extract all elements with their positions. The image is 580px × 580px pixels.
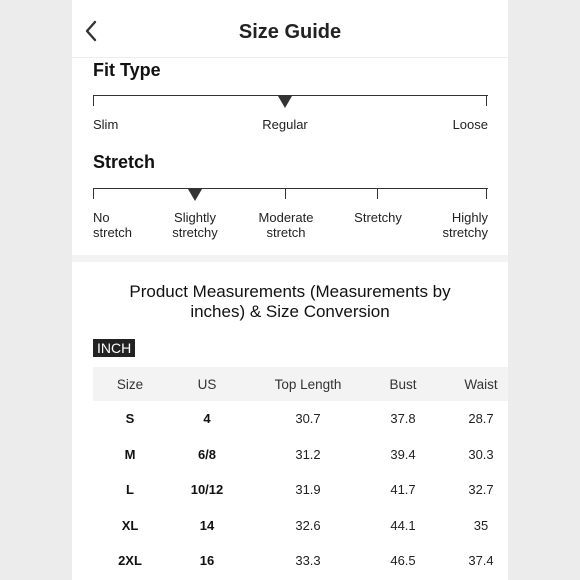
section-divider [72,255,508,262]
cell-waist: 32.7 [468,482,494,498]
cell-bust: 46.5 [390,553,416,569]
stretch-tick [486,188,487,199]
stretch-label-line: Slightly [174,210,216,225]
fit-type-tick [486,95,487,106]
cell-waist: 28.7 [468,411,494,427]
header [72,0,508,58]
cell-waist: 37.4 [468,553,494,569]
stretch-tick [285,188,286,199]
table-row [93,437,508,473]
cell-top-length: 33.3 [295,553,321,569]
stretch-label-none [93,210,132,240]
column-header-us: US [197,376,217,392]
fit-type-label: Loose [452,117,488,132]
stretch-scale [93,188,488,248]
stretch-tick [377,188,378,199]
cell-bust: 41.7 [390,482,416,498]
fit-type-tick [93,95,94,106]
cell-us: 6/8 [197,446,217,462]
fit-type-title: Fit Type [93,60,161,80]
cell-top-length: 32.6 [295,517,321,533]
measurements-title-line: inches) & Size Conversion [190,302,390,321]
measurements-title-line: Product Measurements (Measurements by [129,282,451,301]
cell-waist: 30.3 [468,446,494,462]
column-header-top-length: Top Length [274,376,342,392]
stretch-label-highly [442,210,488,240]
table-row [93,543,508,579]
stretch-label-line: stretch [93,225,133,240]
column-header-waist: Waist [464,376,498,392]
fit-type-label: Slim [93,117,119,132]
cell-size: M [124,446,136,462]
measurements-title [102,282,478,322]
cell-us: 14 [199,517,215,533]
table-header [93,367,508,401]
cell-us: 4 [203,411,211,427]
unit-badge[interactable]: INCH [93,339,135,357]
fit-type-marker-icon [278,96,292,108]
size-guide-page [72,0,508,580]
cell-size: XL [121,517,139,533]
cell-top-length: 31.2 [295,446,321,462]
stretch-label-line: stretch [266,225,306,240]
stretch-label-line: Moderate [258,210,314,225]
cell-top-length: 30.7 [295,411,321,427]
column-header-bust: Bust [389,376,417,392]
stretch-title: Stretch [93,152,156,172]
table-row [93,401,508,437]
stretch-label-line: No [93,210,110,225]
stretch-tick [93,188,94,199]
stretch-scale-line [93,188,488,189]
cell-us: 10/12 [190,482,224,498]
stretch-label-slightly [155,210,235,240]
column-header-size: Size [116,376,144,392]
cell-waist: 35 [473,517,489,533]
cell-bust: 39.4 [390,446,416,462]
cell-size: S [125,411,135,427]
cell-bust: 44.1 [390,517,416,533]
table-row [93,508,508,544]
cell-us: 16 [199,553,215,569]
table-row [93,472,508,508]
cell-size: 2XL [118,553,142,569]
cell-bust: 37.8 [390,411,416,427]
stretch-label-line: Highly [451,210,488,225]
page-title: Size Guide [238,21,342,43]
stretch-marker-icon [188,189,202,201]
stretch-label-stretchy [338,210,418,225]
fit-type-label: Regular [262,117,308,132]
stretch-label-line: stretchy [172,225,218,240]
stretch-label-line: stretchy [442,225,488,240]
stretch-label-moderate [246,210,326,240]
fit-type-scale [93,95,488,135]
size-table [93,367,508,579]
stretch-label-line: Stretchy [354,210,402,225]
cell-size: L [126,482,134,498]
cell-top-length: 31.9 [295,482,321,498]
